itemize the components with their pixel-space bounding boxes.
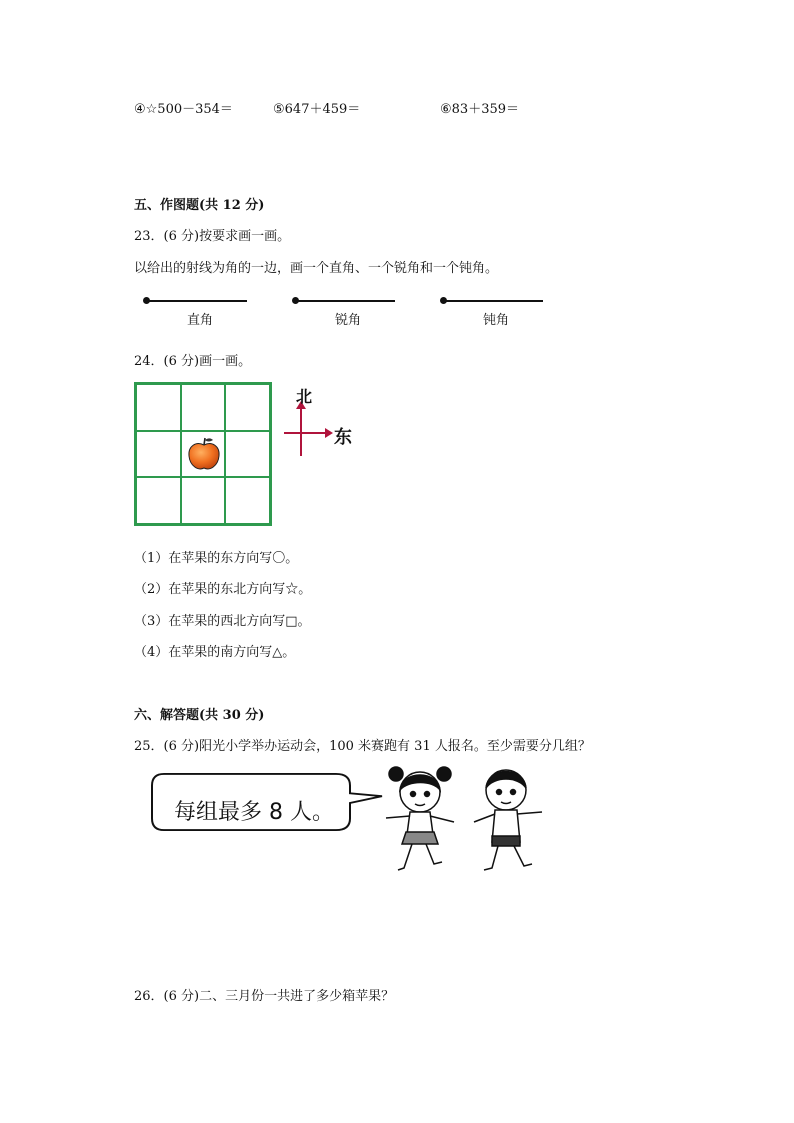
label-obtuse-angle: 钝角 [482, 313, 509, 328]
apple-icon [184, 434, 224, 474]
section5-heading: 五、作图题(共 12 分) [134, 198, 265, 213]
q24-item-2: （2）在苹果的东北方向写☆。 [134, 582, 312, 597]
grid-cell[interactable] [136, 384, 181, 431]
compass-vertical [300, 406, 302, 456]
label-acute-angle: 锐角 [334, 313, 361, 328]
arith-q6: ⑥83＋359＝ [440, 102, 520, 117]
section6-heading: 六、解答题(共 30 分) [134, 708, 265, 723]
grid-cell[interactable] [225, 477, 270, 524]
compass-north-label: 北 [296, 387, 313, 406]
q23-title: 23．(6 分)按要求画一画。 [134, 229, 291, 244]
compass-east-label: 东 [334, 427, 352, 448]
label-right-angle: 直角 [186, 313, 213, 328]
arith-q4: ④☆500－354＝ [134, 102, 233, 117]
q23-instruction: 以给出的射线为角的一边，画一个直角、一个锐角和一个钝角。 [134, 261, 499, 276]
q24-item-3: （3）在苹果的西北方向写□。 [134, 614, 311, 629]
grid-cell[interactable] [225, 431, 270, 478]
kids-running-illustration [378, 760, 548, 880]
grid-cell[interactable] [136, 477, 181, 524]
grid-cell[interactable] [136, 431, 181, 478]
q24-item-4: （4）在苹果的南方向写△。 [134, 645, 296, 660]
arith-q5: ⑤647＋459＝ [273, 102, 361, 117]
arrow-east-icon [325, 428, 333, 438]
grid-cell[interactable] [181, 477, 226, 524]
grid-cell[interactable] [225, 384, 270, 431]
grid-cell[interactable] [181, 384, 226, 431]
speech-bubble-text: 每组最多 8 人。 [174, 800, 334, 825]
boy-figure-icon [474, 770, 542, 870]
girl-figure-icon [386, 767, 454, 870]
grid-cell-center [181, 431, 226, 478]
q24-title: 24．(6 分)画一画。 [134, 354, 252, 369]
q24-item-1: （1）在苹果的东方向写〇。 [134, 551, 299, 566]
compass-horizontal [284, 432, 330, 434]
direction-grid [134, 382, 272, 526]
q26-title: 26．(6 分)二、三月份一共进了多少箱苹果？ [134, 989, 395, 1004]
q25-title: 25．(6 分)阳光小学举办运动会，100 米赛跑有 31 人报名。至少需要分几组？ [134, 739, 591, 754]
